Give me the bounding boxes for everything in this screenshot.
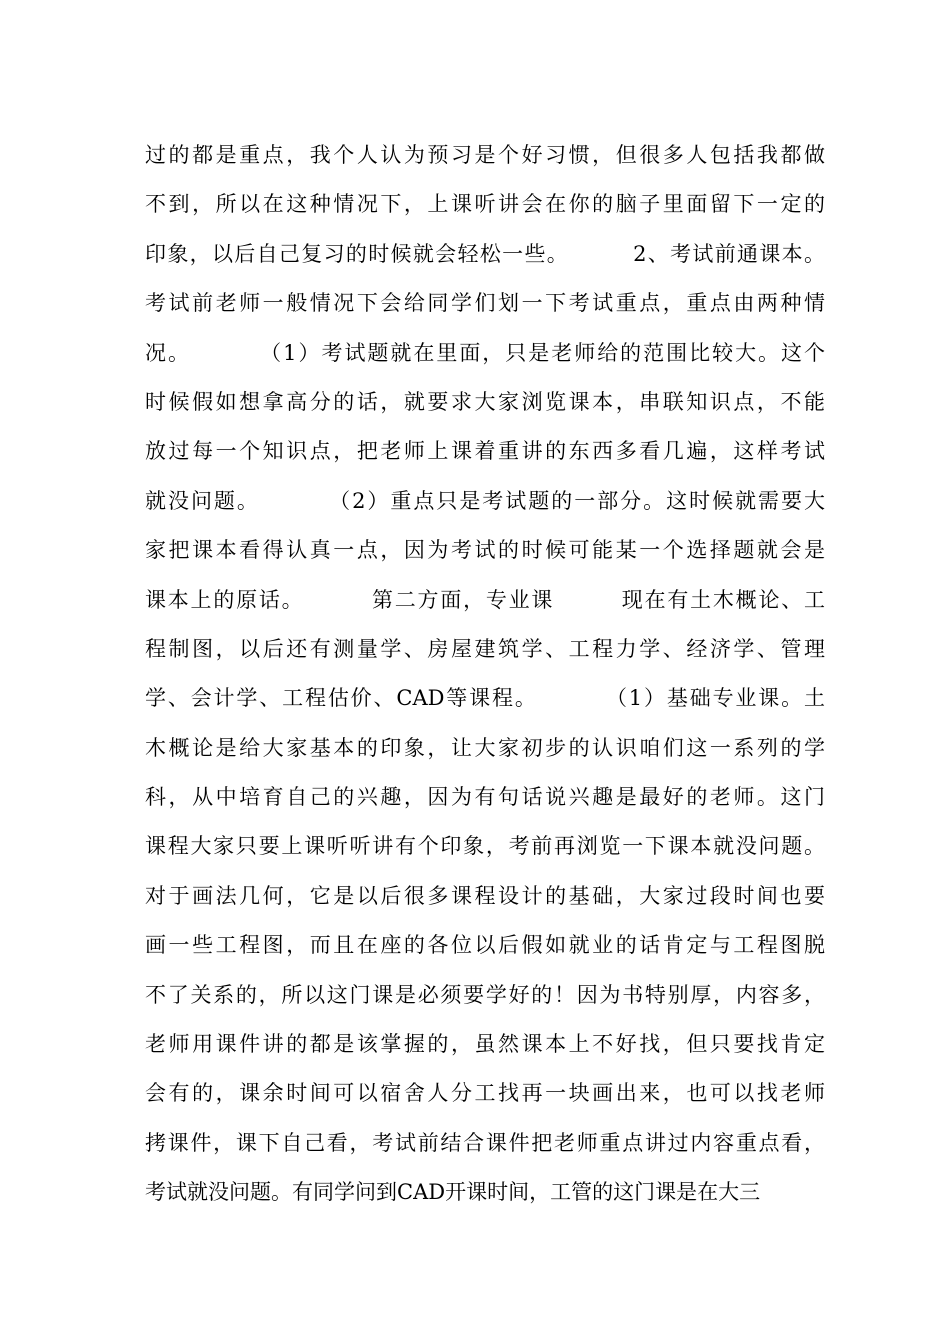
text-line: 不了关系的，所以这门课是必须要学好的！因为书特别厚，内容多， [145,982,825,1007]
text-line: 拷课件，课下自己看，考试前结合课件把老师重点讲过内容重点看， [145,1130,825,1155]
text-line: 木概论是给大家基本的印象，让大家初步的认识咱们这一系列的学 [145,735,825,760]
text-line: 不到，所以在这种情况下，上课听讲会在你的脑子里面留下一定的 [145,192,825,217]
body-text [145,131,825,1218]
text-line: 对于画法几何，它是以后很多课程设计的基础，大家过段时间也要 [145,883,825,908]
text-line: 会有的，课余时间可以宿舍人分工找再一块画出来，也可以找老师 [145,1081,825,1106]
text-line: 家把课本看得认真一点，因为考试的时候可能某一个选择题就会是 [145,538,825,563]
text-line: 老师用课件讲的都是该掌握的，虽然课本上不好找，但只要找肯定 [145,1032,825,1057]
text-line: 课程大家只要上课听听讲有个印象，考前再浏览一下课本就没问题。 [145,834,825,859]
text-line: 考试就没问题。有同学问到CAD开课时间，工管的这门课是在大三 [145,1180,761,1205]
text-line: 就没问题。 （2）重点只是考试题的一部分。这时候就需要大 [145,488,825,513]
text-line: 过的都是重点，我个人认为预习是个好习惯，但很多人包括我都做 [145,143,825,167]
text-line: 程制图，以后还有测量学、房屋建筑学、工程力学、经济学、管理 [145,636,825,661]
text-line: 科，从中培育自己的兴趣，因为有句话说兴趣是最好的老师。这门 [145,785,825,810]
text-line: 放过每一个知识点，把老师上课着重讲的东西多看几遍，这样考试 [145,439,825,464]
text-line: 况。 （1）考试题就在里面，只是老师给的范围比较大。这个 [145,340,825,365]
text-line: 课本上的原话。 第二方面，专业课 现在有土木概论、工 [145,587,825,612]
text-line: 印象，以后自己复习的时候就会轻松一些。 2、考试前通课本。 [145,241,825,266]
text-line: 学、会计学、工程估价、CAD等课程。 （1）基础专业课。土 [145,686,825,711]
text-line: 画一些工程图，而且在座的各位以后假如就业的话肯定与工程图脱 [145,933,825,958]
text-line: 时候假如想拿高分的话，就要求大家浏览课本，串联知识点，不能 [145,389,825,414]
text-line: 考试前老师一般情况下会给同学们划一下考试重点，重点由两种情 [145,291,825,316]
